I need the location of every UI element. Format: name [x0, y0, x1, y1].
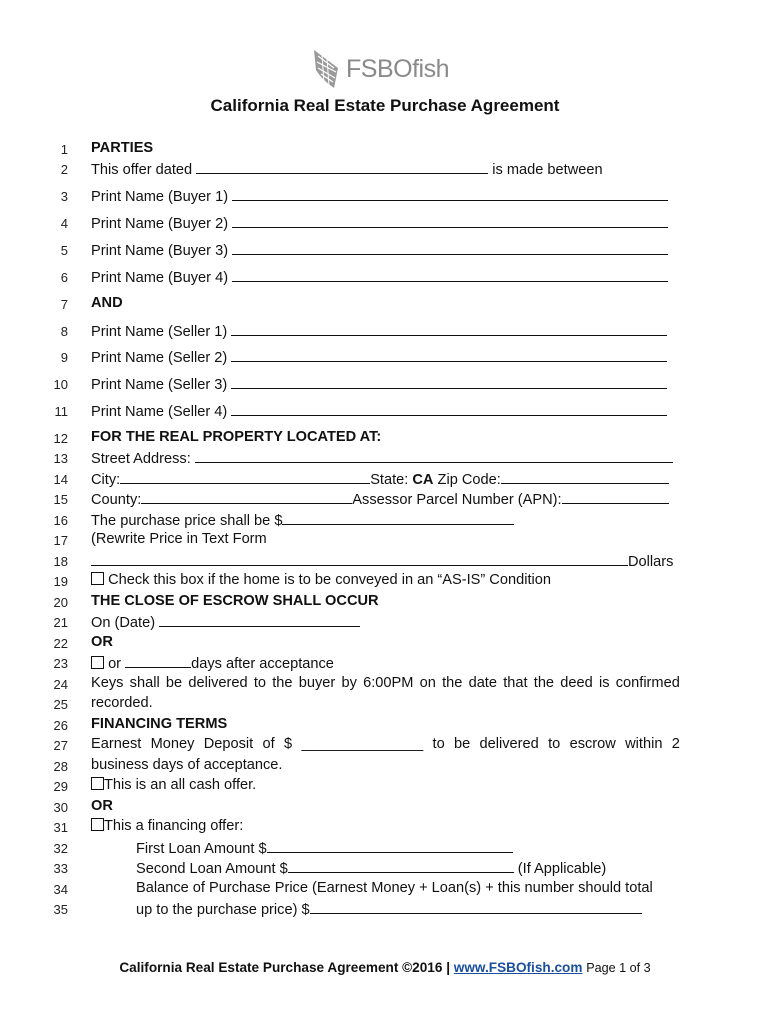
buyer-1-label: Print Name (Buyer 1): [91, 189, 229, 205]
line-20: [0, 593, 770, 613]
line-number: 8: [60, 324, 68, 339]
line-number: 27: [53, 738, 68, 753]
line-26: [0, 716, 770, 736]
or-heading-2: OR: [91, 798, 113, 814]
line-number: 12: [53, 431, 68, 446]
line-number: 16: [53, 513, 68, 528]
balance-label: Balance of Purchase Price (Earnest Money + Loan(s) + this number should total: [136, 880, 653, 896]
if-applicable-label: (If Applicable): [517, 861, 607, 877]
keys-delivery-text: Keys shall be delivered to the buyer by 6:00PM on the date that the deed is confirmed: [91, 675, 680, 691]
cash-offer-label: This is an all cash offer.: [104, 777, 257, 793]
apn-label: Assessor Parcel Number (APN):: [352, 492, 562, 508]
financing-offer-checkbox[interactable]: [91, 818, 104, 831]
fsbofish-logo: [312, 46, 449, 92]
first-loan-field[interactable]: [267, 839, 513, 853]
line-22: [0, 634, 770, 654]
line-number: 29: [53, 779, 68, 794]
line-number: 1: [60, 142, 68, 157]
days-after-checkbox[interactable]: [91, 656, 104, 669]
line-number: 34: [53, 882, 68, 897]
line-18: [0, 552, 770, 572]
line-31: [0, 818, 770, 838]
line-number: 18: [53, 554, 68, 569]
rewrite-price-label: (Rewrite Price in Text Form: [91, 531, 267, 547]
line-number: 23: [53, 656, 68, 671]
city-label: City:: [91, 472, 121, 488]
line-14: [0, 470, 770, 490]
line-number: 19: [53, 574, 68, 589]
line-12: [0, 429, 770, 449]
property-heading: FOR THE REAL PROPERTY LOCATED AT:: [91, 429, 382, 445]
line-7: [0, 295, 770, 315]
balance-total-label: up to the purchase price) $: [136, 902, 310, 918]
buyer-2-field[interactable]: [232, 214, 668, 228]
seller-3-label: Print Name (Seller 3): [91, 377, 228, 393]
price-text-field[interactable]: [91, 552, 628, 566]
line-4: [0, 214, 770, 234]
line-number: 2: [60, 162, 68, 177]
line-number: 4: [60, 216, 68, 231]
close-date-field[interactable]: [159, 613, 360, 627]
seller-1-label: Print Name (Seller 1): [91, 324, 228, 340]
street-address-label: Street Address:: [91, 451, 191, 467]
line-number: 15: [53, 492, 68, 507]
or-label: or: [108, 656, 122, 672]
line-3: [0, 187, 770, 207]
street-address-field[interactable]: [195, 449, 673, 463]
days-after-label: days after acceptance: [191, 656, 334, 672]
line-15: [0, 490, 770, 510]
offer-date-label: This offer dated: [91, 162, 193, 178]
line-32: [0, 839, 770, 859]
offer-date-field[interactable]: [196, 160, 488, 174]
line-16: [0, 511, 770, 531]
line-number: 35: [53, 902, 68, 917]
seller-4-field[interactable]: [231, 402, 667, 416]
page-footer: [0, 960, 770, 975]
line-number: 11: [54, 404, 68, 419]
line-number: 22: [53, 636, 68, 651]
line-6: [0, 268, 770, 288]
seller-1-field[interactable]: [231, 322, 667, 336]
as-is-checkbox[interactable]: [91, 572, 104, 585]
close-date-label: On (Date): [91, 615, 156, 631]
balance-field[interactable]: [310, 900, 642, 914]
line-24: [0, 675, 770, 695]
line-number: 6: [60, 270, 68, 285]
line-number: 13: [53, 451, 68, 466]
line-11: [0, 402, 770, 422]
line-number: 30: [53, 800, 68, 815]
footer-title: California Real Estate Purchase Agreement ©2016 |: [119, 960, 450, 975]
seller-2-label: Print Name (Seller 2): [91, 350, 228, 366]
line-25: [0, 695, 770, 715]
and-heading: AND: [91, 295, 123, 311]
line-5: [0, 241, 770, 261]
line-number: 17: [53, 533, 68, 548]
line-23: [0, 654, 770, 674]
first-loan-label: First Loan Amount $: [136, 841, 267, 857]
second-loan-field[interactable]: [288, 859, 514, 873]
line-27: [0, 736, 770, 756]
buyer-4-label: Print Name (Buyer 4): [91, 270, 229, 286]
second-loan-label: Second Loan Amount $: [136, 861, 288, 877]
line-number: 24: [53, 677, 68, 692]
cash-offer-checkbox[interactable]: [91, 777, 104, 790]
zip-code-field[interactable]: [501, 470, 669, 484]
zip-code-label: Zip Code:: [437, 472, 501, 488]
section-heading-parties: PARTIES: [91, 140, 154, 156]
line-29: [0, 777, 770, 797]
seller-2-field[interactable]: [231, 348, 667, 362]
state-label: State:: [370, 472, 409, 488]
line-2: [0, 160, 770, 180]
line-17: [0, 531, 770, 551]
buyer-1-field[interactable]: [232, 187, 668, 201]
seller-3-field[interactable]: [231, 375, 667, 389]
line-number: 14: [53, 472, 68, 487]
line-1: [0, 140, 770, 160]
buyer-3-field[interactable]: [232, 241, 668, 255]
fish-icon: [312, 48, 342, 90]
line-28: [0, 757, 770, 777]
purchase-price-field[interactable]: [282, 511, 514, 525]
days-after-field[interactable]: [125, 654, 191, 668]
buyer-4-field[interactable]: [232, 268, 668, 282]
line-34: [0, 880, 770, 900]
line-8: [0, 322, 770, 342]
line-number: 7: [60, 297, 68, 312]
line-10: [0, 375, 770, 395]
dollars-label: Dollars: [628, 554, 674, 570]
recorded-text: recorded.: [91, 695, 153, 711]
line-number: 20: [53, 595, 68, 610]
page-number: Page 1 of 3: [586, 961, 651, 975]
county-field[interactable]: [141, 490, 352, 504]
line-number: 5: [60, 243, 68, 258]
line-21: [0, 613, 770, 633]
or-heading: OR: [91, 634, 113, 650]
line-number: 26: [53, 718, 68, 733]
line-19: [0, 572, 770, 592]
line-number: 25: [53, 697, 68, 712]
purchase-price-label: The purchase price shall be $: [91, 513, 283, 529]
line-number: 33: [53, 861, 68, 876]
city-field[interactable]: [120, 470, 370, 484]
line-35: [0, 900, 770, 920]
business-days-text: business days of acceptance.: [91, 757, 283, 773]
as-is-label: Check this box if the home is to be conveyed in an “AS-IS” Condition: [108, 572, 551, 588]
line-number: 9: [60, 350, 68, 365]
buyer-3-label: Print Name (Buyer 3): [91, 243, 229, 259]
state-value: CA: [412, 472, 434, 488]
line-number: 28: [53, 759, 68, 774]
buyer-2-label: Print Name (Buyer 2): [91, 216, 229, 232]
made-between-label: is made between: [492, 162, 603, 178]
earnest-money-field[interactable]: _______________: [301, 736, 424, 752]
seller-4-label: Print Name (Seller 4): [91, 404, 228, 420]
line-number: 10: [53, 377, 68, 392]
line-number: 31: [53, 820, 68, 835]
line-number: 32: [53, 841, 68, 856]
earnest-money-text: Earnest Money Deposit of $ _______________ to be delivered to escrow within 2: [91, 736, 680, 752]
page-title: California Real Estate Purchase Agreement: [210, 96, 560, 115]
line-13: [0, 449, 770, 469]
line-number: 3: [60, 189, 68, 204]
financing-offer-label: This a financing offer:: [104, 818, 244, 834]
county-label: County:: [91, 492, 142, 508]
line-30: [0, 798, 770, 818]
apn-field[interactable]: [562, 490, 669, 504]
logo-wordmark: FSBOfish: [346, 54, 449, 83]
financing-terms-heading: FINANCING TERMS: [91, 716, 228, 732]
close-of-escrow-heading: THE CLOSE OF ESCROW SHALL OCCUR: [91, 593, 379, 609]
line-number: 21: [53, 615, 68, 630]
line-33: [0, 859, 770, 879]
footer-website-link[interactable]: www.FSBOfish.com: [453, 960, 583, 975]
line-9: [0, 348, 770, 368]
